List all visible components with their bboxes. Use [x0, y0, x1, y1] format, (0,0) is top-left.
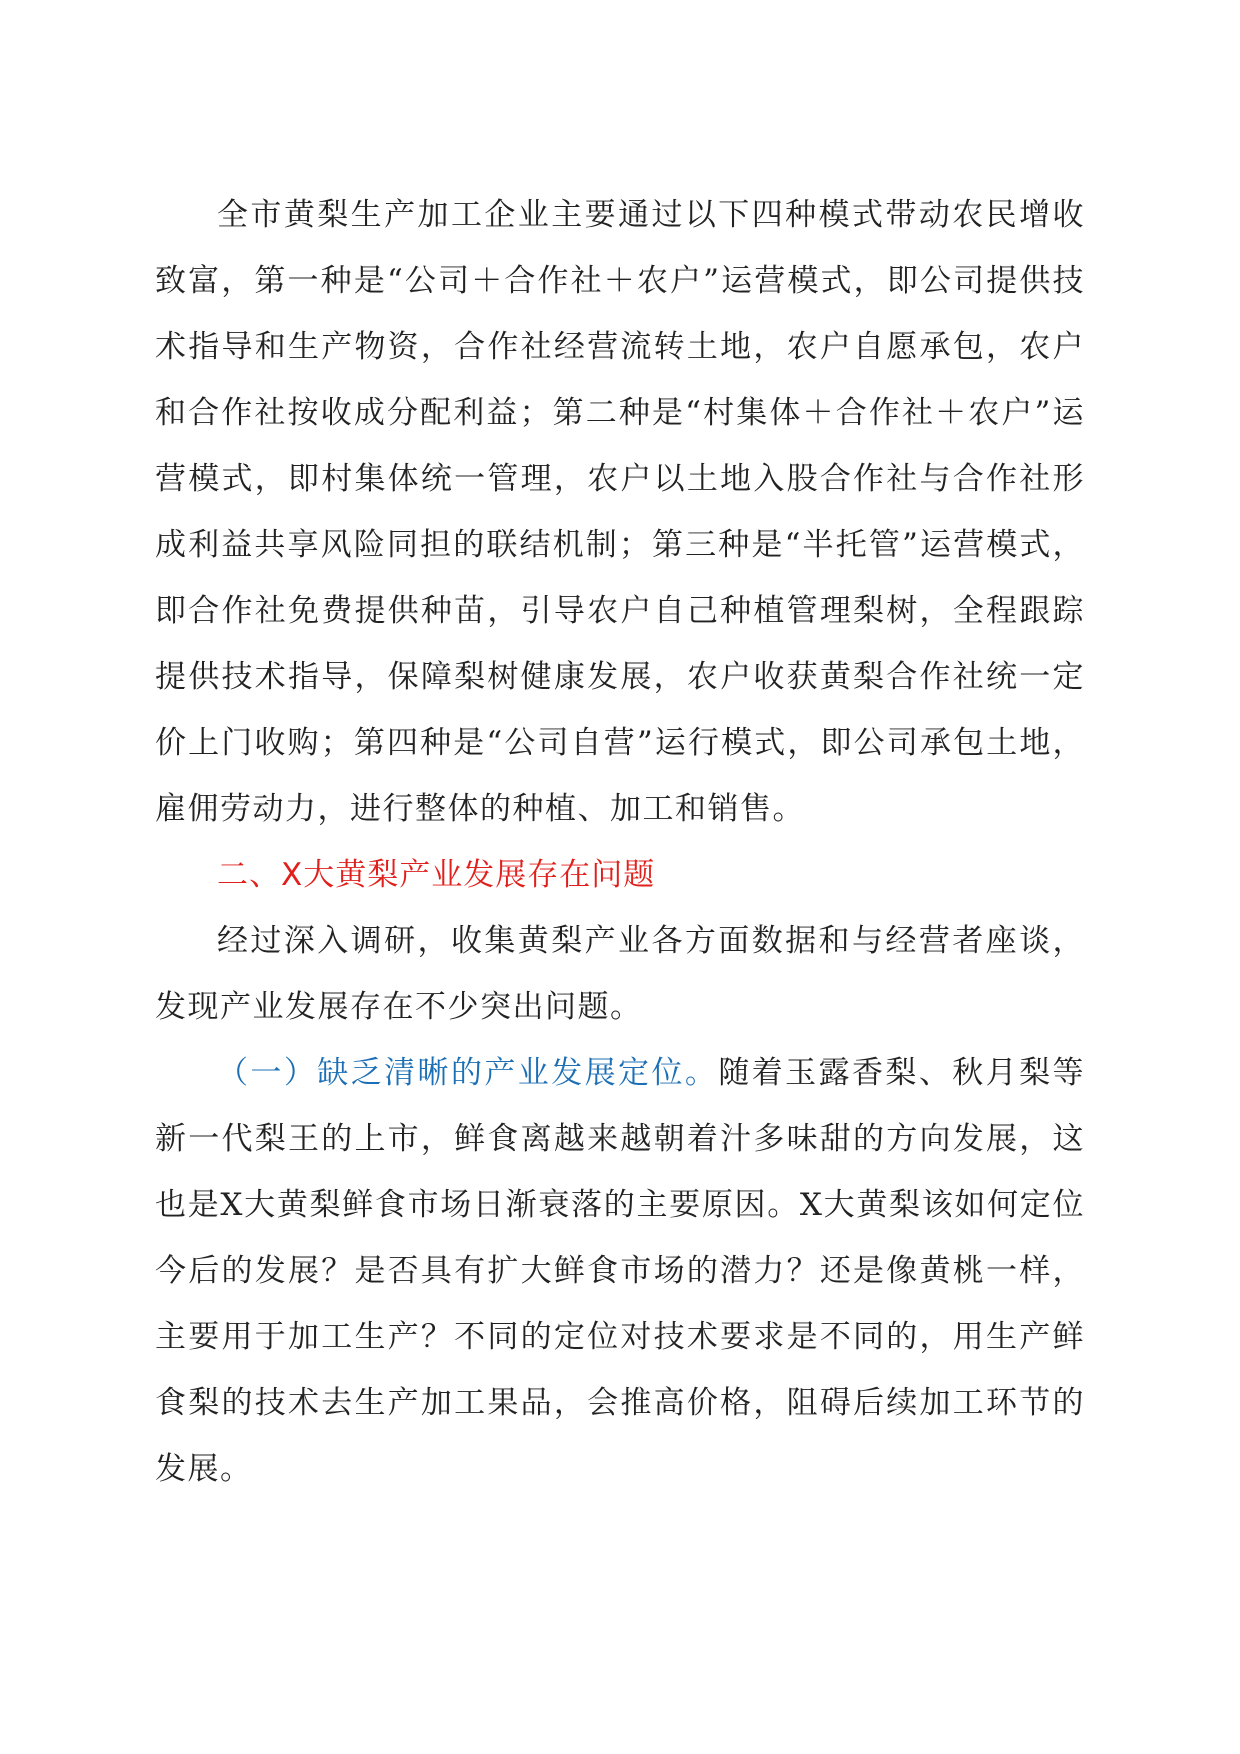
paragraph-positioning-body: 随着玉露香梨、秋月梨等新一代梨王的上市，鲜食离越来越朝着汁多味甜的方向发展，这也是X大黄梨鲜食市场日渐衰落的主要原因。X大黄梨该如何定位今后的发展？是否具有扩大鲜食市场的潜力？还是像黄桃一样，主要用于加工生产？不同的定位对技术要求是不同的，用生产鲜食梨的技术去生产加工果品，会推高价格，阻碍后续加工环节的发展。 — [155, 1055, 1086, 1487]
paragraph-business-models: 全市黄梨生产加工企业主要通过以下四种模式带动农民增收致富，第一种是“公司＋合作社＋农户”运营模式，即公司提供技术指导和生产物资，合作社经营流转土地，农户自愿承包，农户和合作社按收成分配利益；第二种是“村集体＋合作社＋农户”运营模式，即村集体统一管理，农户以土地入股合作社与合作社形成利益共享风险同担的联结机制；第三种是“半托管”运营模式，即合作社免费提供种苗，引导农户自己种植管理梨树，全程跟踪提供技术指导，保障梨树健康发展，农户收获黄梨合作社统一定价上门收购；第四种是“公司自营”运行模式，即公司承包土地，雇佣劳动力，进行整体的种植、加工和销售。 — [155, 197, 1085, 827]
paragraph-research-intro: 经过深入调研，收集黄梨产业各方面数据和与经营者座谈，发现产业发展存在不少突出问题。 — [155, 923, 1085, 1025]
paragraph-positioning — [155, 1040, 1085, 1502]
subsection-heading: （一）缺乏清晰的产业发展定位。 — [217, 1055, 719, 1091]
section-heading: 二、X大黄梨产业发展存在问题 — [217, 857, 656, 893]
document-body — [155, 182, 1085, 1502]
